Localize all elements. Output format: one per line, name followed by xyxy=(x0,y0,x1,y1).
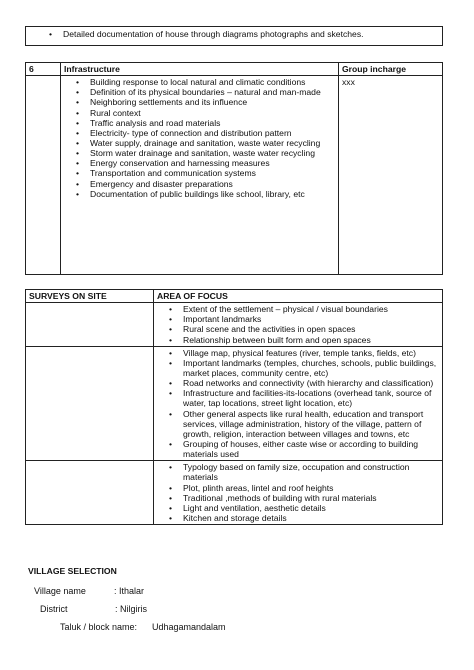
taluk-label: Taluk / block name: xyxy=(60,622,138,632)
bullet-list xyxy=(64,77,335,199)
table-header-row xyxy=(26,63,443,76)
list-item: • Relationship between built form and open spaces xyxy=(183,335,439,345)
table-cell xyxy=(154,346,443,461)
bullet-list xyxy=(157,462,439,523)
district-value: : Nilgiris xyxy=(115,604,148,614)
table-cell xyxy=(154,303,443,347)
list-item: • Extent of the settlement – physical / visual boundaries xyxy=(183,304,439,314)
table-row xyxy=(26,303,443,347)
table-header-row xyxy=(26,290,443,303)
taluk-value: Udhagamandalam xyxy=(152,622,226,632)
list-item: • Traditional ,methods of building with rural materials xyxy=(183,493,439,503)
list-item: • Storm water drainage and sanitation, waste water recycling xyxy=(90,148,335,158)
list-item: • Rural scene and the activities in open spaces xyxy=(183,324,439,334)
table-row xyxy=(26,346,443,461)
bullet-list xyxy=(29,29,439,39)
village-selection-title: VILLAGE SELECTION xyxy=(28,566,117,576)
list-item: • Electricity- type of connection and distribution pattern xyxy=(90,128,335,138)
table-cell xyxy=(154,461,443,525)
infrastructure-table xyxy=(25,62,443,275)
list-item: • Emergency and disaster preparations xyxy=(90,179,335,189)
village-name-label: Village name xyxy=(34,586,86,596)
list-item: • Light and ventilation, aesthetic details xyxy=(183,503,439,513)
list-item: • Building response to local natural and climatic conditions xyxy=(90,77,335,87)
list-item: • Water supply, drainage and sanitation, waste water recycling xyxy=(90,138,335,148)
table-row xyxy=(26,461,443,525)
table-cell xyxy=(26,27,443,46)
surveys-table xyxy=(25,289,443,525)
list-item: • Grouping of houses, either caste wise or according to building materials used xyxy=(183,439,439,459)
group-incharge-value: xxx xyxy=(339,76,443,275)
list-item: • Documentation of public buildings like school, library, etc xyxy=(90,189,335,199)
bullet-list xyxy=(157,304,439,345)
list-item: • Definition of its physical boundaries – natural and man-made xyxy=(90,87,335,97)
list-item: • Plot, plinth areas, lintel and roof heights xyxy=(183,483,439,493)
list-item: • Infrastructure and facilities-its-locations (overhead tank, source of water, tap locations, street light location, etc) xyxy=(183,388,439,408)
table-cell xyxy=(26,76,61,275)
list-item: • Road networks and connectivity (with hierarchy and classification) xyxy=(183,378,439,388)
intro-table xyxy=(25,26,443,46)
list-item: • Important landmarks (temples, churches, schools, public buildings, market places, community centre, etc) xyxy=(183,358,439,378)
surveys-heading: SURVEYS ON SITE xyxy=(26,290,154,303)
bullet-list xyxy=(157,348,439,460)
district-label: District xyxy=(40,604,68,614)
list-item: • Typology based on family size, occupation and construction materials xyxy=(183,462,439,482)
list-item: • Transportation and communication systems xyxy=(90,168,335,178)
list-item: • Energy conservation and harnessing measures xyxy=(90,158,335,168)
section-number: 6 xyxy=(26,63,61,76)
table-row xyxy=(26,76,443,275)
village-name-value: : Ithalar xyxy=(114,586,145,596)
table-cell xyxy=(26,461,154,525)
table-cell xyxy=(26,346,154,461)
table-row xyxy=(26,27,443,46)
table-cell xyxy=(26,303,154,347)
group-incharge-heading: Group incharge xyxy=(339,63,443,76)
list-item: • Detailed documentation of house through diagrams photographs and sketches. xyxy=(63,29,439,39)
table-cell xyxy=(61,76,339,275)
list-item: • Important landmarks xyxy=(183,314,439,324)
list-item: • Rural context xyxy=(90,108,335,118)
list-item: • Traffic analysis and road materials xyxy=(90,118,335,128)
list-item: • Other general aspects like rural health, education and transport services, village administration, history of the village, pattern of growth, religion, interaction between villages and towns, etc xyxy=(183,409,439,439)
list-item: • Village map, physical features (river, temple tanks, fields, etc) xyxy=(183,348,439,358)
list-item: • Neighboring settlements and its influence xyxy=(90,97,335,107)
infrastructure-heading: Infrastructure xyxy=(61,63,339,76)
list-item: • Kitchen and storage details xyxy=(183,513,439,523)
area-of-focus-heading: AREA OF FOCUS xyxy=(154,290,443,303)
